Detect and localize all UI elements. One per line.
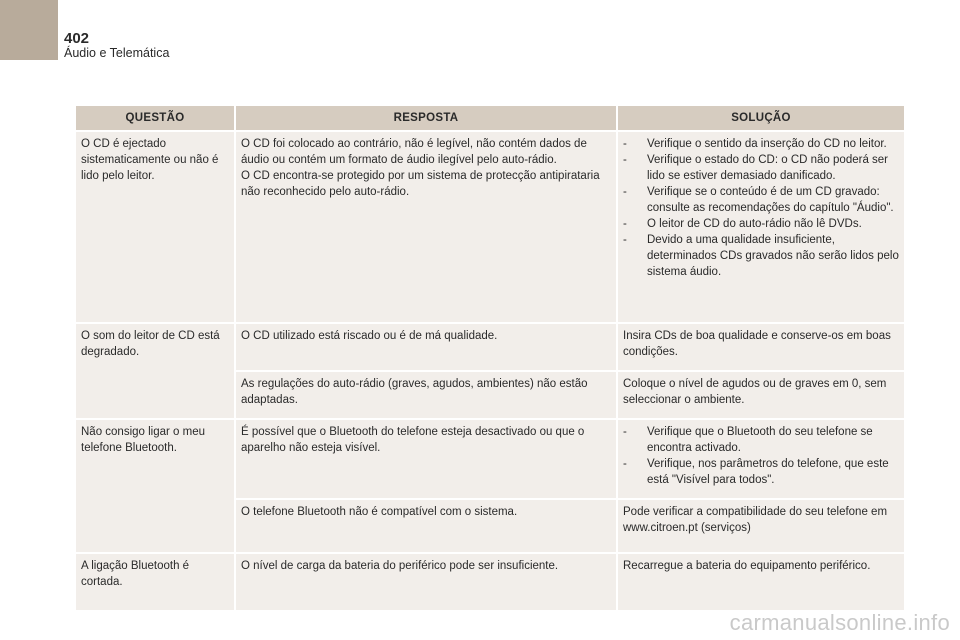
solution-bullet: - Verifique se o conteúdo é de um CD gravado: consulte as recomendações do capítulo "Áudio". xyxy=(623,186,894,214)
chapter-tab-marker xyxy=(0,0,58,60)
answer-cell: O nível de carga da bateria do periférico pode ser insuficiente. xyxy=(236,554,616,610)
question-cell: A ligação Bluetooth é cortada. xyxy=(76,554,234,610)
bullet-dash: - xyxy=(623,218,627,230)
answer-paragraph: O CD encontra-se protegido por um sistema de protecção antipirataria não reconhecido pelo auto-rádio. xyxy=(241,170,600,198)
question-cell: Não consigo ligar o meu telefone Bluetooth. xyxy=(76,420,234,552)
solution-cell xyxy=(618,132,904,322)
solution-bullet: - Verifique o sentido da inserção do CD no leitor. xyxy=(623,138,887,150)
page-number: 402 xyxy=(64,30,90,47)
answer-cell: As regulações do auto-rádio (graves, agudos, ambientes) não estão adaptadas. xyxy=(236,372,616,418)
solution-cell: Pode verificar a compatibilidade do seu telefone em www.citroen.pt (serviços) xyxy=(618,500,904,552)
solution-bullet: - Verifique que o Bluetooth do seu telefone se encontra activado. xyxy=(623,426,873,454)
header-question: QUESTÃO xyxy=(76,106,234,130)
table-row xyxy=(76,132,904,322)
solution-bullet: - Verifique, nos parâmetros do telefone, que este está "Visível para todos". xyxy=(623,458,889,486)
bullet-dash: - xyxy=(623,154,627,166)
table-row xyxy=(76,554,904,610)
answer-cell: O telefone Bluetooth não é compatível com o sistema. xyxy=(236,500,616,552)
solution-cell: Coloque o nível de agudos ou de graves em 0, sem seleccionar o ambiente. xyxy=(618,372,904,418)
solution-cell: Insira CDs de boa qualidade e conserve-os em boas condições. xyxy=(618,324,904,370)
chapter-title: Áudio e Telemática xyxy=(64,46,170,60)
solution-bullet: - Devido a uma qualidade insuficiente, determinados CDs gravados não serão lidos pelo sistema áudio. xyxy=(623,234,899,278)
table-header-row xyxy=(76,106,904,130)
solution-cell: Recarregue a bateria do equipamento periférico. xyxy=(618,554,904,610)
solution-bullet: - Verifique o estado do CD: o CD não poderá ser lido se estiver demasiado danificado. xyxy=(623,154,889,182)
header-solution: SOLUÇÃO xyxy=(618,106,904,130)
question-cell: O CD é ejectado sistematicamente ou não é lido pelo leitor. xyxy=(76,132,234,322)
bullet-dash: - xyxy=(623,234,627,246)
solution-bullet: - O leitor de CD do auto-rádio não lê DVDs. xyxy=(623,218,862,230)
answer-cell: O CD utilizado está riscado ou é de má qualidade. xyxy=(236,324,616,370)
troubleshooting-table xyxy=(74,104,906,612)
bullet-dash: - xyxy=(623,186,627,198)
question-cell: O som do leitor de CD está degradado. xyxy=(76,324,234,418)
bullet-dash: - xyxy=(623,458,627,470)
table-row xyxy=(76,420,904,498)
bullet-dash: - xyxy=(623,426,627,438)
solution-cell xyxy=(618,420,904,498)
bullet-dash: - xyxy=(623,138,627,150)
header-answer: RESPOSTA xyxy=(236,106,616,130)
table-row xyxy=(76,324,904,370)
answer-cell xyxy=(236,132,616,322)
answer-paragraph: O CD foi colocado ao contrário, não é legível, não contém dados de áudio ou contém um formato de áudio ilegível pelo auto-rádio. xyxy=(241,138,587,166)
answer-cell: É possível que o Bluetooth do telefone esteja desactivado ou que o aparelho não esteja visível. xyxy=(236,420,616,498)
watermark-text: carmanualsonline.info xyxy=(729,610,950,635)
